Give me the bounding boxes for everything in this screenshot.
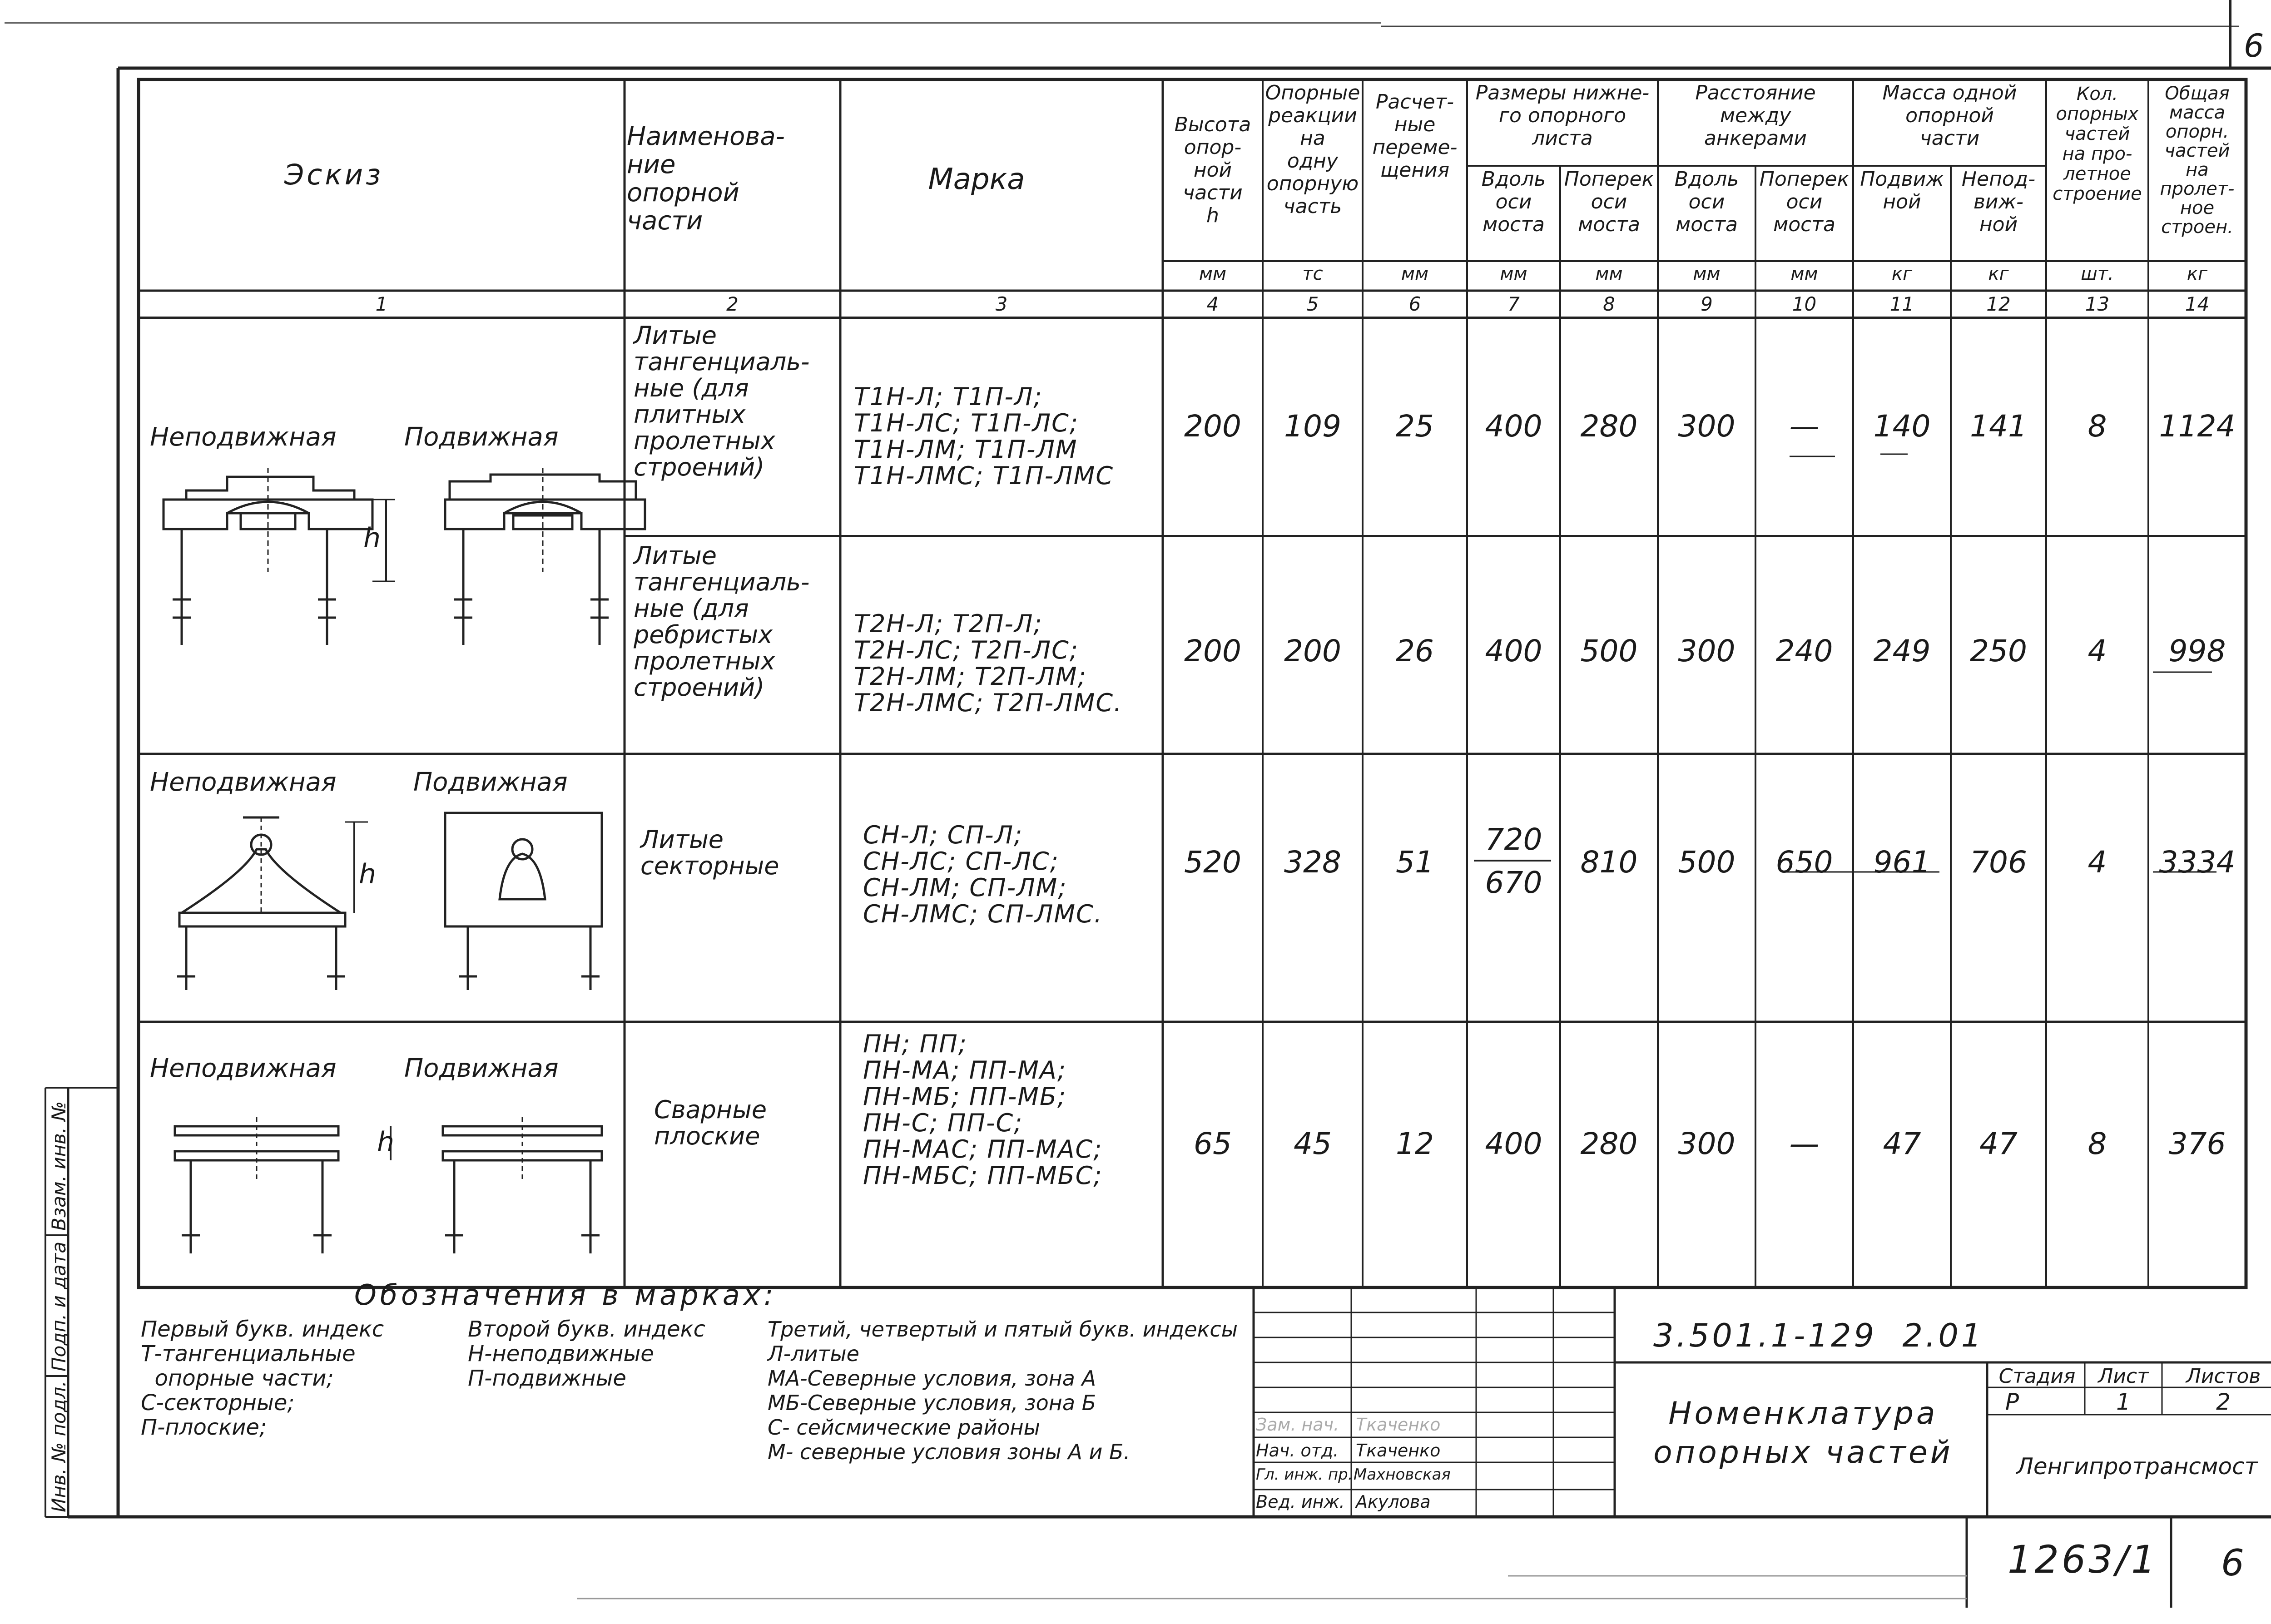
row1-reaction: 109 — [1284, 409, 1341, 444]
row2-h: 200 — [1184, 634, 1241, 668]
row4-mass-fix: 47 — [1979, 1126, 2018, 1161]
colnum-3: 3 — [995, 293, 1008, 315]
header-mass-fix: Непод- виж- ной — [1961, 168, 2036, 236]
sketch-h-1: h — [363, 522, 381, 554]
colnum-1: 1 — [375, 293, 388, 315]
row1-displacement: 25 — [1396, 409, 1434, 444]
row3-total: 3334 — [2159, 845, 2236, 880]
row4-marka: ПН; ПП; ПН-МА; ПП-МА; ПН-МБ; ПП-МБ; ПН-С; ПП-С; ПН-МАС; ПП-МАС; ПН-МБС; ПП-МБС; — [863, 1030, 1103, 1190]
colnum-10: 10 — [1792, 293, 1817, 315]
row3-qty: 4 — [2088, 845, 2107, 880]
row1-anchor-along: 300 — [1678, 409, 1735, 444]
colnum-4: 4 — [1206, 293, 1219, 315]
row2-qty: 4 — [2088, 634, 2107, 668]
header-displacement: Расчет- ные переме- щения — [1372, 90, 1458, 182]
legend-first-index: Первый букв. индекс Т-тангенциальные опорные части; С-секторные; П-плоские; — [141, 1317, 384, 1440]
row3-mass-fix: 706 — [1970, 845, 2027, 880]
sketch-label-movable-4: Подвижная — [404, 1054, 559, 1083]
sketch-tangential — [164, 468, 645, 645]
row2-total: 998 — [2168, 634, 2226, 668]
side-stamp-sign: Подп. и дата — [48, 1241, 70, 1371]
person-head: Ткаченко — [1356, 1441, 1441, 1461]
row2-name: Литые тангенциаль- ные (для ребристых пролетных строений) — [634, 541, 810, 702]
colnum-2: 2 — [726, 293, 739, 315]
colnum-12: 12 — [1986, 293, 2011, 315]
row3-along-den: 670 — [1485, 865, 1542, 900]
header-marka: Марка — [928, 163, 1025, 196]
unit-8: мм — [1595, 263, 1623, 284]
unit-7: мм — [1500, 263, 1527, 284]
unit-10: мм — [1790, 263, 1818, 284]
page-number-bottom: 6 — [2221, 1542, 2244, 1584]
header-total: Общая масса опорн. частей на пролет- ное строен. — [2160, 83, 2235, 238]
unit-9: мм — [1693, 263, 1721, 284]
row2-mass-fix: 250 — [1970, 634, 2027, 668]
legend-title: Обозначения в марках: — [354, 1278, 777, 1312]
header-anchors: Расстояние между анкерами — [1695, 81, 1816, 150]
row3-h: 520 — [1184, 845, 1241, 880]
row1-name: Литые тангенциаль- ные (для плитных пролетных строений) — [634, 321, 810, 481]
inventory-number: 1263/1 — [2008, 1537, 2158, 1582]
row1-anchor-across: — — [1789, 409, 1820, 444]
row1-qty: 8 — [2088, 409, 2107, 444]
unit-13: шт. — [2081, 263, 2114, 284]
row3-name: Литые секторные — [640, 825, 779, 880]
row4-qty: 8 — [2088, 1126, 2107, 1161]
row2-anchor-across: 240 — [1775, 634, 1833, 668]
sketch-sector — [177, 813, 602, 990]
row1-h: 200 — [1184, 409, 1241, 444]
header-sheet-size: Размеры нижне- го опорного листа — [1475, 81, 1650, 150]
sketch-label-fixed-1: Неподвижная — [150, 422, 337, 452]
page-number-top: 6 — [2244, 27, 2264, 64]
header-along-1: Вдоль оси моста — [1481, 168, 1546, 236]
colnum-9: 9 — [1701, 293, 1713, 315]
role-lead: Вед. инж. — [1256, 1492, 1345, 1512]
side-stamp-replace: Взам. инв. № — [48, 1101, 70, 1231]
header-sketch: Эскиз — [284, 158, 384, 191]
stage-value: Р — [2005, 1389, 2019, 1415]
sketch-label-movable-1: Подвижная — [404, 422, 559, 452]
row1-mass-mov: 140 — [1873, 409, 1931, 444]
colnum-11: 11 — [1889, 293, 1914, 315]
unit-4: мм — [1199, 263, 1227, 284]
sketch-label-fixed-4: Неподвижная — [150, 1054, 337, 1083]
row4-anchor-across: — — [1789, 1126, 1820, 1161]
colnum-6: 6 — [1408, 293, 1421, 315]
row3-mass-mov: 961 — [1873, 845, 1931, 880]
row2-along: 400 — [1485, 634, 1542, 668]
colnum-13: 13 — [2085, 293, 2110, 315]
row2-across: 500 — [1580, 634, 1638, 668]
unit-11: кг — [1891, 263, 1913, 284]
faded-role: Зам. нач. — [1256, 1415, 1339, 1435]
sheet-value: 1 — [2116, 1389, 2131, 1415]
doc-title: Номенклатура опорных частей — [1653, 1396, 1953, 1471]
header-height: Высота опор- ной части h — [1174, 113, 1251, 227]
colnum-8: 8 — [1603, 293, 1615, 315]
row1-along: 400 — [1485, 409, 1542, 444]
side-stamp-inv: Инв. № подл. — [48, 1381, 70, 1512]
row3-along-num: 720 — [1485, 822, 1542, 857]
row4-anchor-along: 300 — [1678, 1126, 1735, 1161]
header-along-2: Вдоль оси моста — [1674, 168, 1739, 236]
colnum-5: 5 — [1306, 293, 1319, 315]
row1-mass-fix: 141 — [1970, 409, 2027, 444]
row3-displacement: 51 — [1396, 845, 1434, 880]
unit-12: кг — [1988, 263, 2009, 284]
organization: Ленгипротрансмост — [2016, 1453, 2258, 1480]
row2-anchor-along: 300 — [1678, 634, 1735, 668]
unit-5: тс — [1302, 263, 1323, 284]
sketch-h-4: h — [377, 1126, 395, 1158]
unit-6: мм — [1401, 263, 1429, 284]
row2-displacement: 26 — [1396, 634, 1434, 668]
header-name: Наименова- ние опорной части — [627, 122, 785, 236]
sketch-label-movable-3: Подвижная — [413, 767, 568, 797]
header-qty: Кол. опорных частей на про- летное строение — [2053, 84, 2142, 204]
colnum-14: 14 — [2185, 293, 2210, 315]
header-mass: Масса одной опорной части — [1882, 81, 2017, 150]
unit-14: кг — [2187, 263, 2208, 284]
header-across-2: Поперек оси моста — [1759, 168, 1850, 236]
row3-anchor-across: 650 — [1775, 845, 1833, 880]
row4-reaction: 45 — [1294, 1126, 1332, 1161]
row4-displacement: 12 — [1396, 1126, 1434, 1161]
sheets-value: 2 — [2216, 1389, 2231, 1415]
row3-anchor-along: 500 — [1678, 845, 1735, 880]
row1-marka: Т1Н-Л; Т1П-Л; Т1Н-ЛС; Т1П-ЛС; Т1Н-ЛМ; Т1П-ЛМ Т1Н-ЛМС; Т1П-ЛМС — [854, 382, 1114, 490]
row4-along: 400 — [1485, 1126, 1542, 1161]
row4-across: 280 — [1580, 1126, 1638, 1161]
header-reaction: Опорные реакции на одну опорную часть — [1265, 81, 1360, 218]
row1-across: 280 — [1580, 409, 1638, 444]
row2-marka: Т2Н-Л; Т2П-Л; Т2Н-ЛС; Т2П-ЛС; Т2Н-ЛМ; Т2П-ЛМ; Т2Н-ЛМС; Т2П-ЛМС. — [854, 609, 1123, 717]
colnum-7: 7 — [1507, 293, 1520, 315]
legend-second-index: Второй букв. индекс Н-неподвижные П-подвижные — [468, 1317, 706, 1391]
row4-mass-mov: 47 — [1883, 1126, 1921, 1161]
row2-mass-mov: 249 — [1873, 634, 1931, 668]
person-lead: Акулова — [1356, 1492, 1431, 1512]
sheets-label: Листов — [2186, 1365, 2261, 1388]
legend-third-index: Третий, четвертый и пятый букв. индексы Л-литые МА-Северные условия, зона А МБ-Северные условия, зона Б С- сейсмические районы М- северные условия зоны А и Б. — [768, 1317, 1238, 1464]
row3-marka: СН-Л; СП-Л; СН-ЛС; СП-ЛС; СН-ЛМ; СП-ЛМ; СН-ЛМС; СП-ЛМС. — [863, 821, 1103, 928]
header-mass-mov: Подвиж ной — [1860, 168, 1944, 213]
row4-total: 376 — [2168, 1126, 2226, 1161]
person-chief: Махновская — [1354, 1466, 1451, 1484]
row2-reaction: 200 — [1284, 634, 1341, 668]
faded-person: Ткаченко — [1356, 1415, 1441, 1435]
row4-h: 65 — [1194, 1126, 1232, 1161]
role-head: Нач. отд. — [1256, 1441, 1339, 1461]
sketch-label-fixed-3: Неподвижная — [150, 767, 337, 797]
row3-across: 810 — [1580, 845, 1638, 880]
row3-reaction: 328 — [1284, 845, 1341, 880]
role-chief: Гл. инж. пр. — [1256, 1466, 1353, 1484]
doc-code: 3.501.1-129 2.01 — [1653, 1317, 1984, 1354]
sheet-label: Лист — [2098, 1365, 2149, 1388]
sketch-h-3: h — [359, 858, 377, 890]
row4-name: Сварные плоские — [654, 1095, 767, 1150]
header-across-1: Поперек оси моста — [1564, 168, 1654, 236]
stage-label: Стадия — [1998, 1365, 2076, 1388]
row1-total: 1124 — [2159, 409, 2236, 444]
